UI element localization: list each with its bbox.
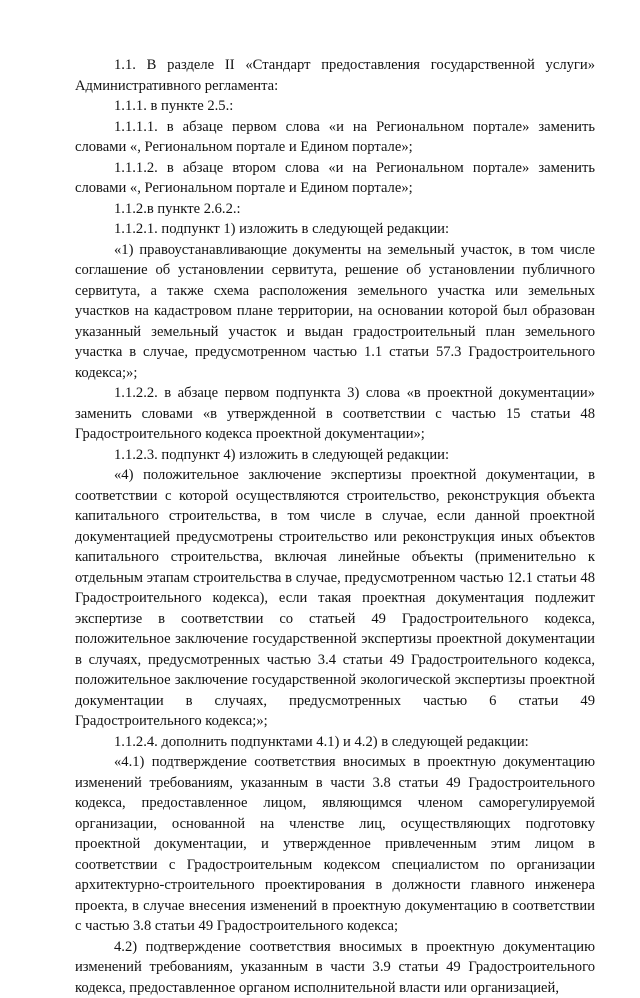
paragraph: 1.1.2.в пункте 2.6.2.:	[75, 199, 595, 220]
paragraph: 4.2) подтверждение соответствия вносимых в проектную документацию изменений требованиям, указанным в части 3.9 статьи 49 Градостроительного кодекса, предоставленное органом исполнительной власти или организацией,	[75, 937, 595, 998]
paragraph: 1.1.1. в пункте 2.5.:	[75, 96, 595, 117]
paragraph: 1.1.2.4. дополнить подпунктами 4.1) и 4.2) в следующей редакции:	[75, 732, 595, 753]
paragraph: 1.1.1.2. в абзаце втором слова «и на Региональном портале» заменить словами «, Региональном портале и Едином портале»;	[75, 158, 595, 199]
paragraph: 1.1.2.1. подпункт 1) изложить в следующей редакции:	[75, 219, 595, 240]
document-page	[75, 55, 595, 998]
paragraph: 1.1. В разделе II «Стандарт предоставления государственной услуги» Административного регламента:	[75, 55, 595, 96]
paragraph: 1.1.2.3. подпункт 4) изложить в следующей редакции:	[75, 445, 595, 466]
paragraph: «1) правоустанавливающие документы на земельный участок, в том числе соглашение об установлении сервитута, решение об установлении публичного сервитута, а также схема расположения земельного участка или земельных участков на кадастровом плане территории, на основании которой был образован указанный земельный участок и выдан градостроительный план земельного участка в случае, предусмотренном частью 1.1 статьи 57.3 Градостроительного кодекса;»;	[75, 240, 595, 384]
paragraph: «4) положительное заключение экспертизы проектной документации, в соответствии с которой осуществляются строительство, реконструкция объекта капитального строительства, в том числе в случае, если данной проектной документацией предусмотрены строительство или реконструкция иных объектов капитального строительства, включая линейные объекты (применительно к отдельным этапам строительства в случае, предусмотренном частью 12.1 статьи 48 Градостроительного кодекса), если такая проектная документация подлежит экспертизе в соответствии со статьей 49 Градостроительного кодекса, положительное заключение государственной экспертизы проектной документации в случаях, предусмотренных частью 3.4 статьи 49 Градостроительного кодекса, положительное заключение государственной экологической экспертизы проектной документации в случаях, предусмотренных частью 6 статьи 49 Градостроительного кодекса;»;	[75, 465, 595, 732]
paragraph: «4.1) подтверждение соответствия вносимых в проектную документацию изменений требованиям, указанным в части 3.8 статьи 49 Градостроительного кодекса, предоставленное лицом, являющимся членом саморегулируемой организации, основанной на членстве лиц, осуществляющих подготовку проектной документации, и утвержденное привлеченным этим лицом в соответствии с Градостроительным кодексом специалистом по организации архитектурно-строительного проектирования в должности главного инженера проекта, в случае внесения изменений в проектную документацию в соответствии с частью 3.8 статьи 49 Градостроительного кодекса;	[75, 752, 595, 937]
paragraph: 1.1.2.2. в абзаце первом подпункта 3) слова «в проектной документации» заменить словами «в утвержденной в соответствии с частью 15 статьи 48 Градостроительного кодекса проектной документации»;	[75, 383, 595, 445]
paragraph: 1.1.1.1. в абзаце первом слова «и на Региональном портале» заменить словами «, Региональном портале и Едином портале»;	[75, 117, 595, 158]
